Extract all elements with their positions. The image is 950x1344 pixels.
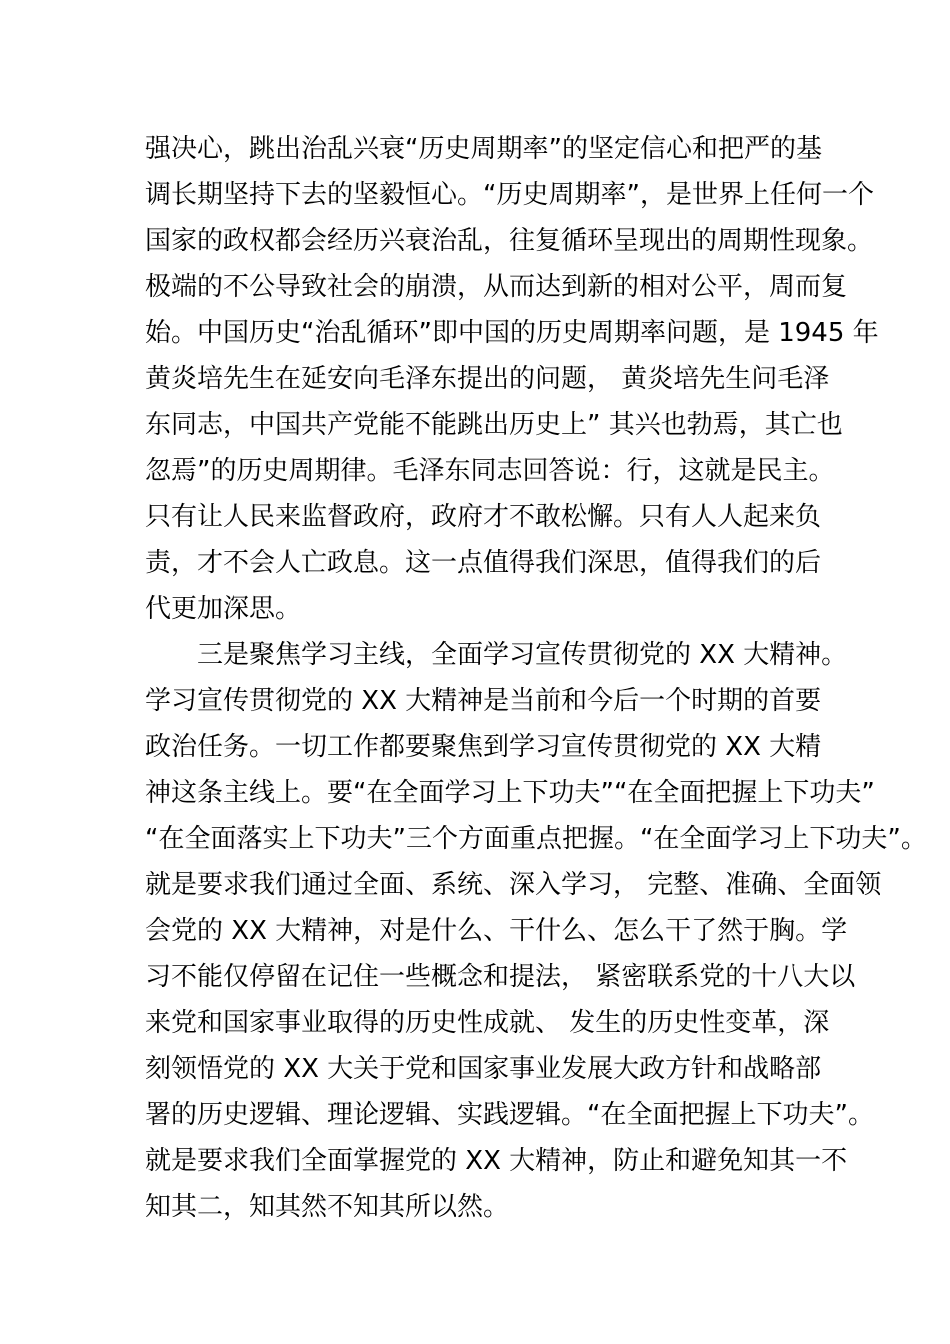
text-line: 就是要求我们通过全面、系统、深入学习， 完整、准确、全面领 [145,870,882,900]
text-line: 极端的不公导致社会的崩溃，从而达到新的相对公平，周而复 [145,272,848,302]
text-line: 忽焉”的历史周期律。毛泽东同志回答说：行，这就是民主。 [145,456,835,486]
text-line: 黄炎培先生在延安向毛泽东提出的问题， 黄炎培先生问毛泽 [145,364,830,394]
body-text [145,126,927,1230]
text-line: 始。中国历史“治乱循环”即中国的历史周期率问题，是 1945 年 [145,318,879,348]
text-line: “在全面落实上下功夫”三个方面重点把握。“在全面学习上下功夫”。 [145,824,927,854]
text-line: 东同志，中国共产党能不能跳出历史上” 其兴也勃焉，其亡也 [145,410,843,440]
text-line: 强决心，跳出治乱兴衰“历史周期率”的坚定信心和把严的基 [145,134,822,164]
text-line: 调长期坚持下去的坚毅恒心。“历史周期率”，是世界上任何一个 [145,180,874,210]
text-line: 责，才不会人亡政息。这一点值得我们深思，值得我们的后 [145,548,822,578]
text-line: 刻领悟党的 XX 大关于党和国家事业发展大政方针和战略部 [145,1054,822,1084]
text-line: 学习宣传贯彻党的 XX 大精神是当前和今后一个时期的首要 [145,686,822,716]
text-line: 代更加深思。 [145,594,302,624]
text-line: 只有让人民来监督政府，政府才不敢松懈。只有人人起来负 [145,502,822,532]
text-line: 来党和国家事业取得的历史性成就、 发生的历史性变革，深 [145,1008,830,1038]
text-line: 署的历史逻辑、理论逻辑、实践逻辑。“在全面把握上下功夫”。 [145,1100,874,1130]
text-line: 神这条主线上。要“在全面学习上下功夫”“在全面把握上下功夫” [145,778,875,808]
text-line: 会党的 XX 大精神，对是什么、干什么、怎么干了然于胸。学 [145,916,848,946]
text-line: 习不能仅停留在记住一些概念和提法， 紧密联系党的十八大以 [145,962,856,992]
text-line: 就是要求我们全面掌握党的 XX 大精神，防止和避免知其一不 [145,1146,848,1176]
paragraph-start-line: 三是聚焦学习主线，全面学习宣传贯彻党的 XX 大精神。 [197,640,848,670]
text-line: 政治任务。一切工作都要聚焦到学习宣传贯彻党的 XX 大精 [145,732,822,762]
text-line: 知其二，知其然不知其所以然。 [145,1192,510,1222]
text-line: 国家的政权都会经历兴衰治乱，往复循环呈现出的周期性现象。 [145,226,874,256]
